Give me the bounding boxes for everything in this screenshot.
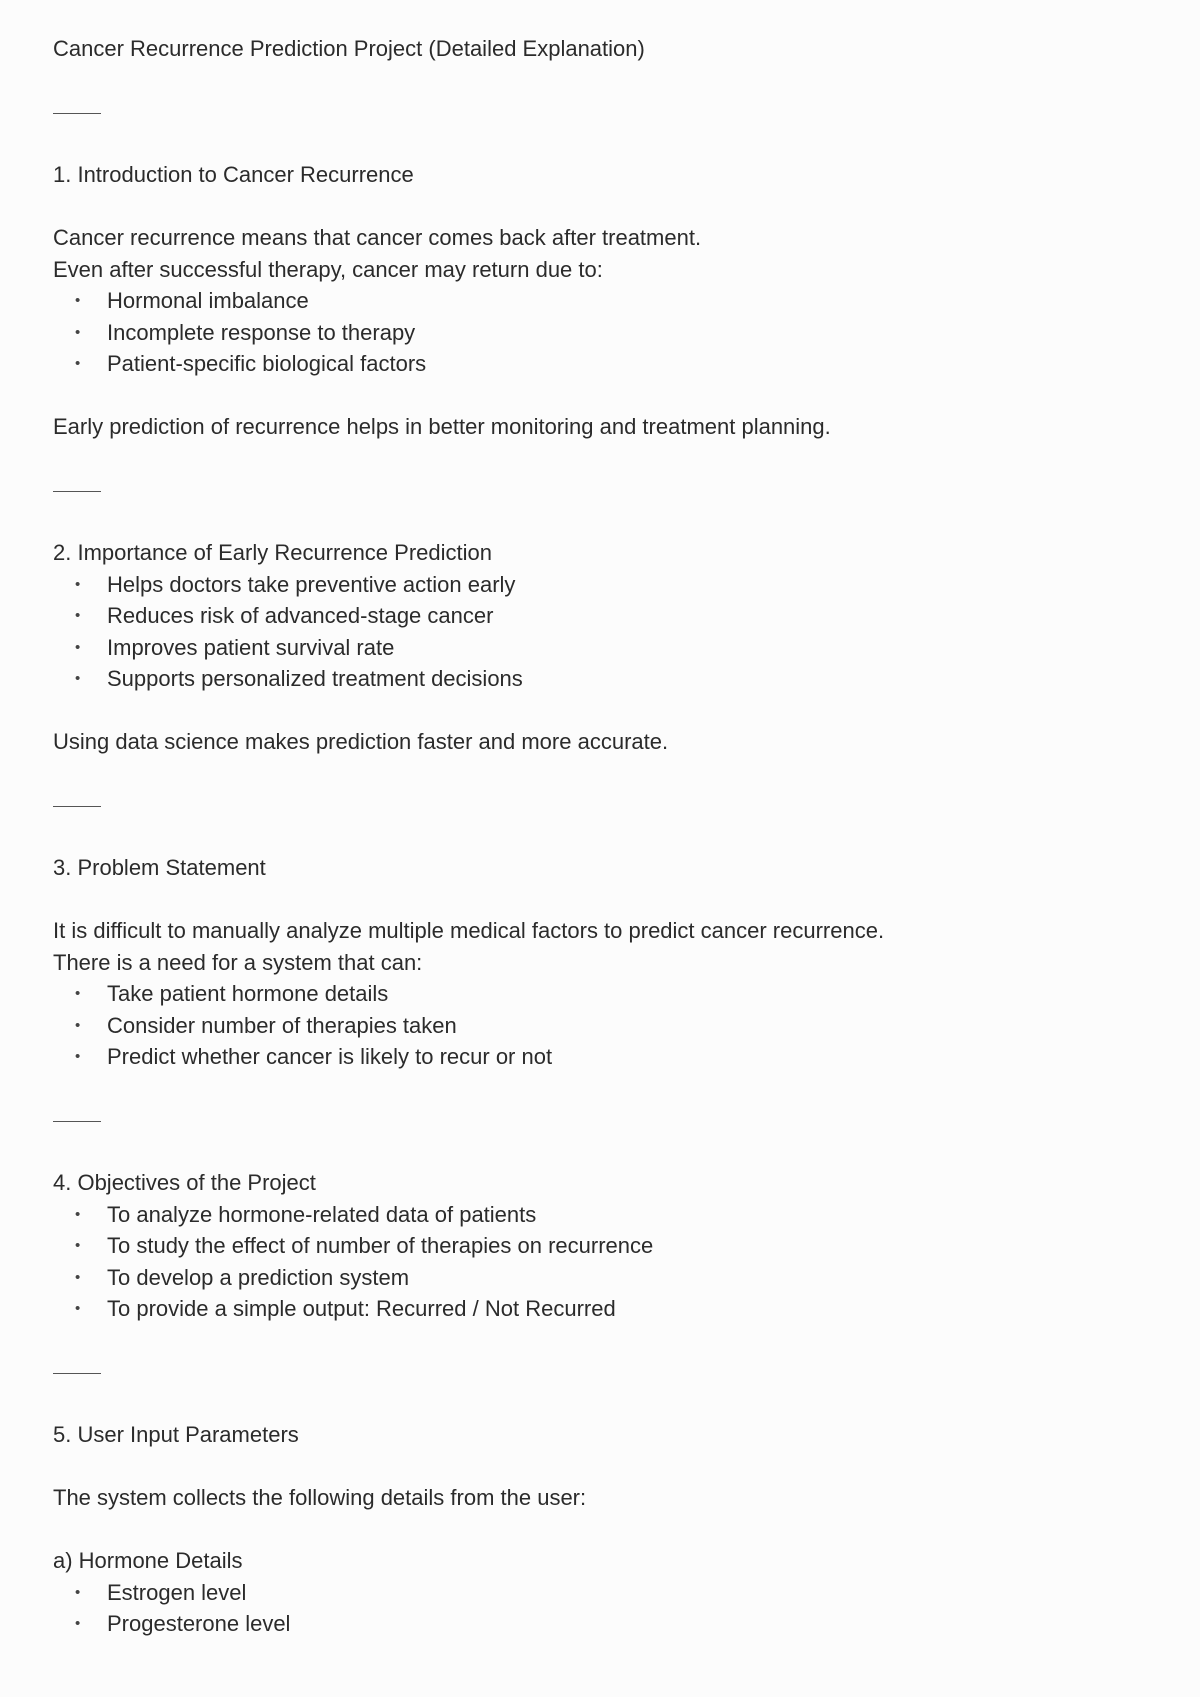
bullet-item: • Reduces risk of advanced-stage cancer [53, 600, 1153, 632]
section-1-closing: Early prediction of recurrence helps in better monitoring and treatment planning. [53, 414, 831, 439]
bullet-item: • To study the effect of number of therapies on recurrence [53, 1230, 1153, 1262]
section-5-bullet-list [53, 1577, 1153, 1640]
bullet-item: • Improves patient survival rate [53, 632, 1153, 664]
bullet-item: • Consider number of therapies taken [53, 1010, 1153, 1042]
section-divider [53, 1356, 1153, 1388]
bullet-item: • Take patient hormone details [53, 978, 1153, 1010]
document-body [53, 33, 1153, 1640]
bullet-item: • To analyze hormone-related data of patients [53, 1199, 1153, 1231]
bullet-item: • Incomplete response to therapy [53, 317, 1153, 349]
section-2-heading: 2. Importance of Early Recurrence Prediction [53, 540, 492, 565]
section-3-paragraph-line: It is difficult to manually analyze multiple medical factors to predict cancer recurrence. [53, 918, 885, 943]
bullet-item: • Supports personalized treatment decisions [53, 663, 1153, 695]
section-4-heading: 4. Objectives of the Project [53, 1170, 316, 1195]
section-divider [53, 1104, 1153, 1136]
section-3-bullet-list [53, 978, 1153, 1073]
bullet-item: • To develop a prediction system [53, 1262, 1153, 1294]
section-2-bullet-list [53, 569, 1153, 695]
section-1-bullet-list [53, 285, 1153, 380]
section-3-paragraph-line: There is a need for a system that can: [53, 949, 423, 975]
section-1-paragraph-line: Even after successful therapy, cancer may return due to: [53, 256, 603, 282]
section-divider [53, 474, 1153, 506]
section-divider [53, 789, 1153, 821]
section-5-heading: 5. User Input Parameters [53, 1422, 299, 1447]
section-5-intro: The system collects the following details from the user: [53, 1485, 587, 1510]
document-title: Cancer Recurrence Prediction Project (Detailed Explanation) [53, 36, 645, 61]
section-divider [53, 96, 1153, 128]
bullet-item: • Predict whether cancer is likely to recur or not [53, 1041, 1153, 1073]
section-1-paragraph-line: Cancer recurrence means that cancer comes back after treatment. [53, 225, 702, 250]
bullet-item: • Progesterone level [53, 1608, 1153, 1640]
section-5-subheading: a) Hormone Details [53, 1548, 243, 1573]
bullet-item: • Helps doctors take preventive action early [53, 569, 1153, 601]
section-2-closing: Using data science makes prediction faster and more accurate. [53, 729, 669, 754]
bullet-item: • Hormonal imbalance [53, 285, 1153, 317]
section-4-bullet-list [53, 1199, 1153, 1325]
bullet-item: • Patient-specific biological factors [53, 348, 1153, 380]
section-3-heading: 3. Problem Statement [53, 855, 266, 880]
section-1-heading: 1. Introduction to Cancer Recurrence [53, 162, 414, 187]
bullet-item: • Estrogen level [53, 1577, 1153, 1609]
bullet-item: • To provide a simple output: Recurred / Not Recurred [53, 1293, 1153, 1325]
